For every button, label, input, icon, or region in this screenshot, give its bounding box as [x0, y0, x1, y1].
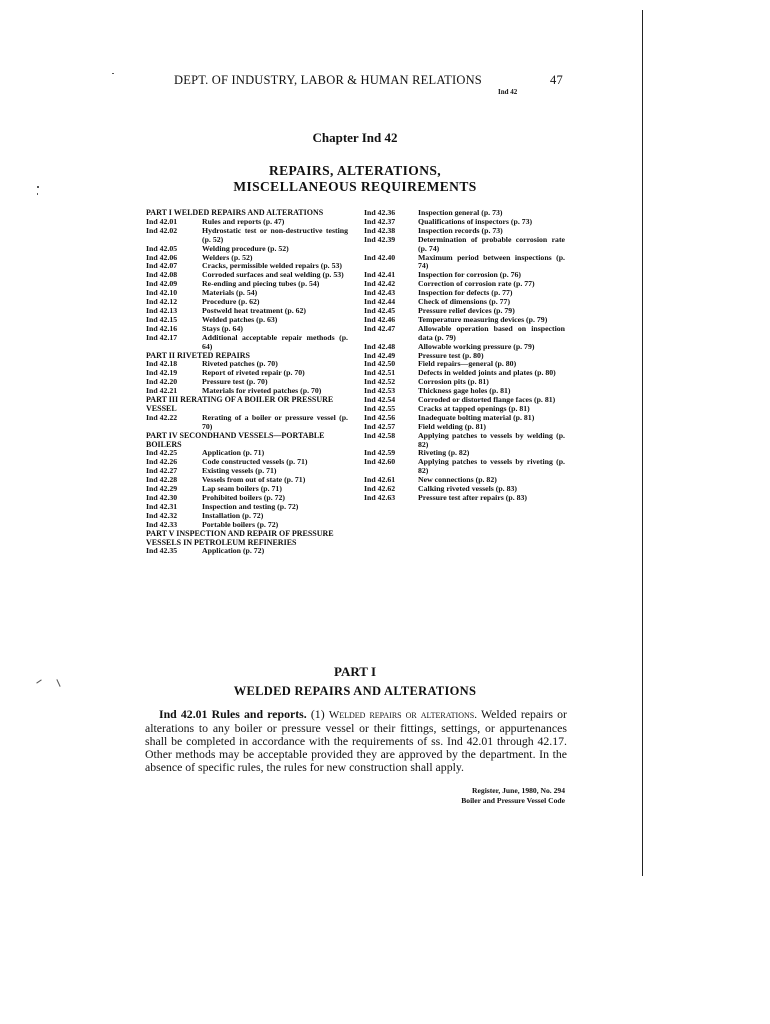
toc-entry-title: New connections (p. 82) [418, 475, 497, 485]
toc-part-heading: PART II RIVETED REPAIRS [146, 350, 250, 360]
toc-entry-number: Ind 42.20 [146, 377, 178, 387]
toc-entry-title: Field repairs—general (p. 80) [418, 359, 517, 369]
toc-entry-number: Ind 42.39 [364, 234, 396, 244]
scan-speck [36, 679, 41, 683]
toc-entry-number: Ind 42.59 [364, 448, 396, 458]
toc-entry-number: Ind 42.17 [146, 332, 178, 342]
toc-entry-number: Ind 42.19 [146, 368, 178, 378]
code-line: Boiler and Pressure Vessel Code [461, 795, 565, 805]
toc-entry-title: Pressure test (p. 80) [418, 350, 484, 360]
chapter-subtitle [0, 163, 710, 195]
toc-entry-number: Ind 42.28 [146, 475, 178, 485]
toc-entry-number: Ind 42.40 [364, 252, 396, 262]
toc-entry-title: Lap seam boilers (p. 71) [202, 484, 282, 494]
toc-entry-title: Inspection general (p. 73) [418, 208, 503, 217]
toc-entry-title: Pressure test (p. 70) [202, 377, 268, 387]
scan-speck [112, 73, 114, 74]
scan-speck [37, 193, 38, 195]
toc-entry-number: Ind 42.12 [146, 297, 178, 307]
toc-entry-title: Maximum period between inspections (p. 74) [418, 252, 565, 271]
toc-part-heading: PART I WELDED REPAIRS AND ALTERATIONS [146, 208, 324, 217]
toc-entry-number: Ind 42.32 [146, 510, 178, 520]
toc-entry-number: Ind 42.53 [364, 386, 396, 396]
toc-entry-number: Ind 42.58 [364, 430, 396, 440]
toc-entry-number: Ind 42.49 [364, 350, 396, 360]
toc-entry-number: Ind 42.45 [364, 305, 396, 315]
toc-entry-number: Ind 42.47 [364, 323, 396, 333]
toc-entry-number: Ind 42.07 [146, 261, 178, 271]
toc-entry-title: Application (p. 72) [202, 546, 265, 556]
toc-entry-title: Riveting (p. 82) [418, 448, 470, 458]
toc-entry-number: Ind 42.25 [146, 448, 178, 458]
toc-entry [364, 254, 565, 272]
toc-entry-number: Ind 42.52 [364, 377, 396, 387]
toc-entry-title: Materials (p. 54) [202, 288, 258, 298]
toc-entry-title: Code constructed vessels (p. 71) [202, 457, 308, 467]
toc-entry-number: Ind 42.15 [146, 314, 178, 324]
toc-entry-number: Ind 42.16 [146, 323, 178, 333]
toc-entry-number: Ind 42.44 [364, 297, 396, 307]
toc-entry-number: Ind 42.37 [364, 216, 396, 226]
toc-entry [364, 432, 565, 450]
toc-entry-title: Cracks, permissible welded repairs (p. 53) [202, 261, 342, 271]
toc-entry [364, 325, 565, 343]
toc-entry-number: Ind 42.56 [364, 412, 396, 422]
toc-entry-number: Ind 42.60 [364, 457, 396, 467]
subtitle-line-1: REPAIRS, ALTERATIONS, [268, 163, 442, 178]
toc-entry-number: Ind 42.13 [146, 305, 178, 315]
toc-entry-number: Ind 42.62 [364, 484, 396, 494]
toc-entry-title: Re-ending and piecing tubes (p. 54) [202, 279, 320, 289]
toc-entry-title: Rules and reports (p. 47) [202, 216, 285, 226]
toc-entry-title: Inspection and testing (p. 72) [202, 501, 299, 511]
toc-entry-title: Application (p. 71) [202, 448, 265, 458]
part-title: PART I [333, 664, 377, 679]
toc-entry-title: Thickness gage holes (p. 81) [418, 386, 511, 396]
toc-entry-number: Ind 42.27 [146, 466, 178, 476]
toc-entry-title: Hydrostatic test or non-destructive testing (p. 52) [202, 225, 348, 244]
toc-entry-number: Ind 42.29 [146, 484, 178, 494]
toc-entry-number: Ind 42.50 [364, 359, 396, 369]
toc-entry-title: Pressure test after repairs (p. 83) [418, 493, 527, 502]
toc-entry-title: Corrosion pits (p. 81) [418, 377, 489, 387]
toc-entry-title: Check of dimensions (p. 77) [418, 297, 511, 307]
header-title: DEPT. OF INDUSTRY, LABOR & HUMAN RELATIONS [174, 73, 482, 87]
toc-entry-number: Ind 42.48 [364, 341, 396, 351]
toc-part-heading: PART IV SECONDHAND VESSELS—PORTABLE BOILERS [146, 430, 325, 449]
toc-entry-title: Pressure relief devices (p. 79) [418, 305, 515, 315]
toc-entry-title: Applying patches to vessels by welding (p. 82) [418, 430, 565, 449]
toc-entry-title: Inspection for defects (p. 77) [418, 288, 513, 298]
toc-entry-title: Qualifications of inspectors (p. 73) [418, 216, 533, 226]
toc-entry-number: Ind 42.54 [364, 395, 396, 405]
toc-entry-number: Ind 42.06 [146, 252, 178, 262]
toc-entry-number: Ind 42.31 [146, 501, 178, 511]
subsection-heading: Welded repairs or alterations. [328, 709, 477, 721]
part-heading: WELDED REPAIRS AND ALTERATIONS [233, 684, 477, 698]
toc-entry-number: Ind 42.61 [364, 475, 396, 485]
toc-entry-number: Ind 42.38 [364, 225, 396, 235]
toc-entry-title: Existing vessels (p. 71) [202, 466, 277, 476]
toc-entry-title: Inadequate bolting material (p. 81) [418, 412, 535, 422]
subtitle-line-2: MISCELLANEOUS REQUIREMENTS [233, 179, 477, 194]
toc-entry-number: Ind 42.43 [364, 288, 396, 298]
toc-entry-number: Ind 42.05 [146, 243, 178, 253]
toc-entry-number: Ind 42.02 [146, 225, 178, 235]
toc-entry-number: Ind 42.35 [146, 546, 178, 556]
toc-part-heading: PART III RERATING OF A BOILER OR PRESSURE VESSEL [146, 395, 334, 413]
toc-entry-title: Allowable operation based on inspection data (p. 79) [418, 323, 565, 342]
section-lead: Ind 42.01 Rules and reports. [159, 707, 307, 721]
toc-entry-title: Riveted patches (p. 70) [202, 359, 278, 369]
section-text [145, 708, 567, 774]
toc-entry-number: Ind 42.57 [364, 421, 396, 431]
toc-entry-title: Determination of probable corrosion rate (p. 74) [418, 234, 565, 253]
toc-entry-number: Ind 42.51 [364, 368, 396, 378]
section-body: Welded repairs or alterations to any boiler or pressure vessel or their fittings, settings, or appurtenances shall be completed in accordance with the requirements of ss. Ind 42.01 through 42.17. Other methods may be acceptable provided they are approved by the department. In the absence of specific rules, the rules for new construction shall apply. [145, 707, 567, 774]
toc-right-column [364, 209, 565, 503]
toc-entry-title: Allowable working pressure (p. 79) [418, 341, 535, 351]
toc-entry-title: Corroded surfaces and seal welding (p. 53) [202, 270, 344, 280]
toc-entry-title: Applying patches to vessels by riveting (p. 82) [418, 457, 565, 476]
toc-entry-title: Welding procedure (p. 52) [202, 243, 289, 253]
toc-entry-title: Report of riveted repair (p. 70) [202, 368, 305, 378]
toc-entry-title: Procedure (p. 62) [202, 297, 260, 307]
toc-entry-number: Ind 42.26 [146, 457, 178, 467]
toc-entry-title: Temperature measuring devices (p. 79) [418, 314, 548, 324]
page-footer [380, 786, 565, 805]
subsection-number: (1) [310, 707, 325, 721]
toc-entry-number: Ind 42.42 [364, 279, 396, 289]
register-line: Register, June, 1980, No. 294 [472, 786, 565, 795]
toc-entry-title: Cracks at tapped openings (p. 81) [418, 403, 530, 413]
chapter-title: Chapter Ind 42 [312, 130, 398, 145]
toc-entry-title: Welders (p. 52) [202, 252, 253, 262]
page-number: 47 [550, 73, 563, 87]
toc-part-heading: PART V INSPECTION AND REPAIR OF PRESSURE VESSELS IN PETROLEUM REFINERIES [146, 528, 334, 547]
toc-entry [364, 458, 565, 476]
toc-entry [364, 236, 565, 254]
toc-entry-number: Ind 42.21 [146, 386, 178, 396]
toc-entry-title: Calking riveted vessels (p. 83) [418, 484, 517, 494]
toc-entry-number: Ind 42.18 [146, 359, 178, 369]
toc-entry-title: Correction of corrosion rate (p. 77) [418, 279, 535, 289]
toc-entry-number: Ind 42.55 [364, 403, 396, 413]
toc-entry-number: Ind 42.41 [364, 270, 396, 280]
toc-entry-number: Ind 42.08 [146, 270, 178, 280]
toc-entry-title: Inspection for corrosion (p. 76) [418, 270, 522, 280]
toc-entry [364, 494, 565, 503]
toc-entry [146, 227, 348, 245]
toc-entry-number: Ind 42.09 [146, 279, 178, 289]
scan-speck [37, 186, 39, 188]
toc-entry-title: Postweld heat treatment (p. 62) [202, 305, 307, 315]
toc-entry-title: Rerating of a boiler or pressure vessel (p. 70) [202, 412, 348, 431]
toc-entry-title: Stays (p. 64) [202, 323, 243, 333]
toc-entry-title: Additional acceptable repair methods (p. 64) [202, 332, 348, 351]
toc-entry-number: Ind 42.36 [364, 208, 396, 217]
toc-entry-title: Materials for riveted patches (p. 70) [202, 386, 322, 396]
toc-entry-number: Ind 42.33 [146, 519, 178, 529]
toc-entry-number: Ind 42.30 [146, 493, 178, 502]
toc-entry-number: Ind 42.46 [364, 314, 396, 324]
toc-entry-title: Field welding (p. 81) [418, 421, 487, 431]
toc-entry-title: Corroded or distorted flange faces (p. 81) [418, 395, 556, 405]
toc-entry-title: Installation (p. 72) [202, 510, 264, 520]
running-code: Ind 42 [498, 88, 518, 96]
toc-entry-title: Inspection records (p. 73) [418, 225, 503, 235]
toc-entry [146, 414, 348, 432]
toc-entry-title: Portable boilers (p. 72) [202, 519, 279, 529]
toc-entry-number: Ind 42.22 [146, 412, 178, 422]
toc-entry-title: Welded patches (p. 63) [202, 314, 278, 324]
toc-entry-title: Prohibited boilers (p. 72) [202, 493, 286, 502]
toc-entry-title: Vessels from out of state (p. 71) [202, 475, 306, 485]
toc-entry-number: Ind 42.01 [146, 216, 178, 226]
toc-entry-number: Ind 42.63 [364, 493, 396, 502]
toc-entry [146, 334, 348, 352]
toc-entry-number: Ind 42.10 [146, 288, 178, 298]
toc-entry-title: Defects in welded joints and plates (p. 80) [418, 368, 556, 378]
toc-left-column [146, 209, 348, 556]
toc-entry [146, 547, 348, 556]
